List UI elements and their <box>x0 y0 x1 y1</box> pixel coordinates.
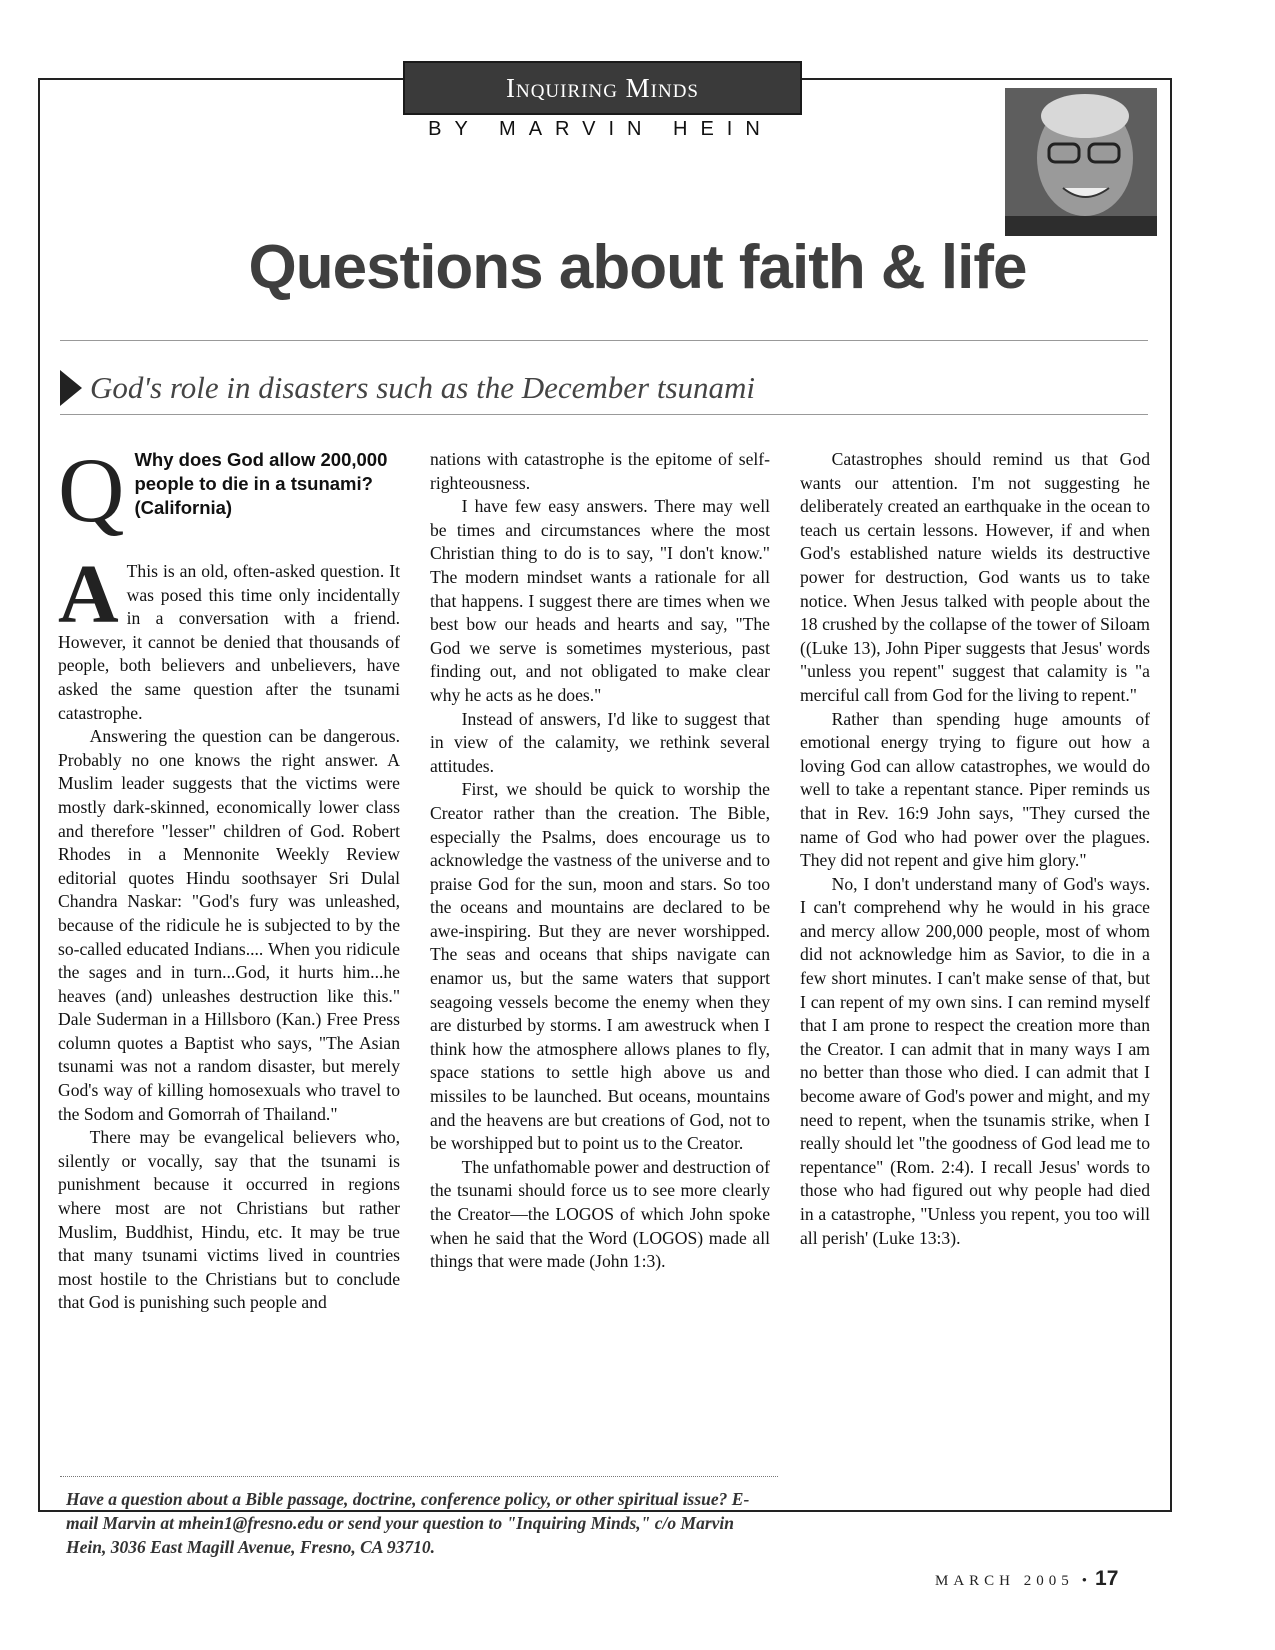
paragraph: I have few easy answers. There may well be times and circumstances where the most Christian thing to do is to say, "I don't know." The modern mindset wants a rationale for all that happens. I suggest there are times when we best bow our heads and hearts and say, "The God we serve is sometimes mysterious, past finding out, and not obligated to make clear why he acts as he does." <box>430 496 770 705</box>
question-initial: Q <box>58 439 125 541</box>
column-2 <box>430 448 770 1274</box>
paragraph: Rather than spending huge amounts of emotional energy trying to figure out how a loving God can allow catastrophes, we would do well to take a repentant stance. Piper reminds us that in Rev. 16:9 John says, "They cursed the name of God who had power over the plagues. They did not repent and give him glory." <box>800 708 1150 871</box>
paragraph: Catastrophes should remind us that God wants our attention. I'm not suggesting he deliberately created an earthquake in the ocean to teach us certain lessons. However, if and when God's established nature wields its destructive power for destruction, God wants us to take notice. When Jesus talked with people about the 18 crushed by the collapse of the tower of Siloam ((Luke 13), John Piper suggests that Jesus' words "unless you repent" suggest that calamity is "a merciful call from God for the living to repent." <box>800 449 1150 705</box>
question-block <box>58 439 400 554</box>
byline: BY MARVIN HEIN <box>428 118 773 140</box>
answer-block <box>58 548 400 1315</box>
column-3 <box>800 448 1150 1250</box>
answer-initial: A <box>58 548 119 641</box>
top-divider <box>60 340 1148 341</box>
paragraph: Answering the question can be dangerous. Probably no one knows the right answer. A Muslim leader suggests that the victims were mostly dark-skinned, economically lower class and therefore "lesser" children of God. Robert Rhodes in a Mennonite Weekly Review editorial quotes Hindu soothsayer Sri Dulal Chandra Naskar: "God's fury was unleashed, because of the ridicule he is subjected to by the so-called educated Indians.... When you ridicule the sages and in turn...God, it hurts him...he heaves (and) unleashes destruction like this." Dale Suderman in a Hillsboro (Kan.) Free Press column quotes a Baptist who says, "The Asian tsunami was not a random disaster, but merely God's way of killing homosexuals who travel to the Sodom and Gomorrah of Thailand." <box>58 726 400 1124</box>
arrow-icon <box>60 370 82 406</box>
paragraph: No, I don't understand many of God's ways. I can't comprehend why he would in his grace and mercy allow 200,000 people, most of whom did not acknowledge him as Savior, to die in a few short minutes. I can't make sense of that, but I can repent of my own sins. I can remind myself that I am prone to respect the creation more than the Creator. I can admit that in many ways I am no better than those who died. I can admit that I become aware of God's power and might, and my need to repent, when the tsunamis strike, when I really should let "the goodness of God lead me to repentance" (Rom. 2:4). I recall Jesus' words to those who had figured out why people had died in a catastrophe, "Unless you repent, you too will all perish' (Luke 13:3). <box>800 873 1150 1248</box>
column-1 <box>58 439 400 1315</box>
page-number: 17 <box>1095 1567 1119 1590</box>
issue-date: MARCH 2005 <box>935 1573 1074 1589</box>
bullet-separator: • <box>1081 1573 1088 1589</box>
page-footer <box>935 1567 1118 1591</box>
subheadline-text: God's role in disasters such as the December tsunami <box>90 370 756 405</box>
paragraph: There may be evangelical believers who, silently or vocally, say that the tsunami is punishment because it occurred in regions where most are not Christians but rather Muslim, Buddhist, Hindu, etc. It may be true that many tsunami victims lived in countries most hostile to the Christians but to conclude that God is punishing such people and <box>58 1127 400 1313</box>
question-text: Why does God allow 200,000 people to die in a tsunami? (California) <box>134 449 388 518</box>
bottom-divider <box>60 414 1148 415</box>
paragraph: Instead of answers, I'd like to suggest that in view of the calamity, we rethink several attitudes. <box>430 708 770 776</box>
column-name: Inquiring Minds <box>505 73 700 103</box>
paragraph: This is an old, often-asked question. It was posed this time only incidentally in a conversation with a friend. However, it cannot be denied that thousands of people, both believers and unbelievers, have asked the same question after the tsunami catastrophe. <box>58 561 400 723</box>
paragraph: The unfathomable power and destruction of the tsunami should force us to see more clearly the Creator—the LOGOS of which John spoke when he said that the Word (LOGOS) made all things that were made (John 1:3). <box>430 1156 770 1272</box>
article-title: Questions about faith & life <box>248 233 1027 302</box>
contact-footnote: Have a question about a Bible passage, doctrine, conference policy, or other spiritual issue? E-mail Marvin at mhein1@fresno.edu or send your question to "Inquiring Minds," c/o Marvin Hein, 3036 East Magill Avenue, Fresno, CA 93710. <box>66 1489 750 1557</box>
column-banner <box>403 61 802 115</box>
subheadline <box>60 370 755 409</box>
paragraph: nations with catastrophe is the epitome of self-righteousness. <box>430 449 770 493</box>
paragraph: First, we should be quick to worship the Creator rather than the creation. The Bible, especially the Psalms, does encourage us to acknowledge the vastness of the universe and to praise God for the sun, moon and stars. So too the oceans and mountains are declared to be awe-inspiring. But they are never worshipped. The seas and oceans that ships navigate can enamor us, but the same waters that support seagoing vessels become the enemy when they are disturbed by storms. I am awestruck when I think how the atmosphere allows planes to fly, space stations to settle high above us and missiles to be launched. But oceans, mountains and the heavens are but creations of God, not to be worshipped but to point us to the Creator. <box>430 779 770 1154</box>
footnote-divider <box>60 1476 778 1477</box>
author-photo <box>1005 88 1157 236</box>
